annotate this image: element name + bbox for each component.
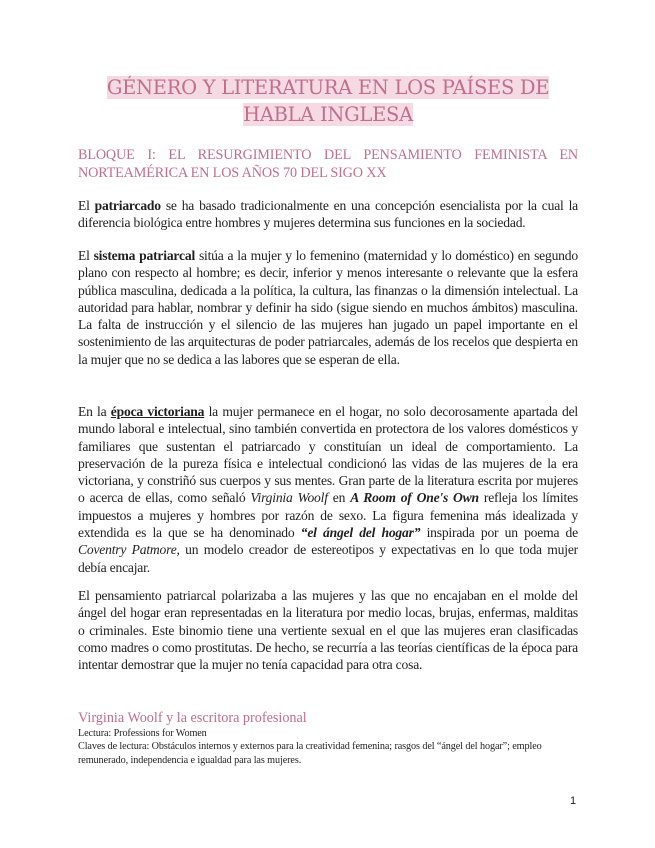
link-epoca-victoriana[interactable]: época victoriana: [110, 404, 205, 419]
paragraph-pensamiento-patriarcal: El pensamiento patriarcal polarizaba a las mujeres y las que no encajaban en el molde del ángel del hogar eran representadas en la literatura por medio locas, brujas, enfermas, malditas o criminales. Este binomio tiene una vertiente sexual en el que las mujeres eran clasificadas como madres o como prostitutas. De hecho, se recurría a las teorías científicas de la época para intentar demostrar que la mujer no tenía capacidad para otra cosa.: [78, 588, 578, 673]
p3-pre: En la: [78, 404, 111, 419]
paragraph-sistema-patriarcal: [78, 247, 578, 368]
document-title: [78, 74, 578, 128]
p1-post: se ha basado tradicionalmente en una concepción esencialista por la cual la diferencia biológica entre hombres y mujeres determina sus funciones en la sociedad.: [78, 198, 578, 231]
p3-text-3: refleja los límites impuestos a mujeres y hombres por razón de sexo. La figura femenina más idealizada y extendida es la que se ha denominado: [78, 490, 579, 541]
title-text: GÉNERO Y LITERATURA EN LOS PAÍSES DE HABLA INGLESA: [106, 76, 550, 126]
page-number: 1: [570, 795, 577, 807]
paragraph-epoca-victoriana: [78, 403, 578, 576]
p3-text-5: , un modelo creador de estereotipos y expectativas en lo que toda mujer debía encajar.: [78, 542, 578, 575]
block-subtitle: BLOQUE I: EL RESURGIMIENTO DEL PENSAMIENTO FEMINISTA EN NORTEAMÉRICA EN LOS AÑOS 70 DEL SIGO XX: [78, 147, 578, 181]
p3-text-1: la mujer permanece en el hogar, no solo decorosamente apartada del mundo laboral e intelectual, sino también convertida en protectora de los valores domésticos y familiares que sustentan el patriarcado y constituían un ideal de comportamiento. La preservación de la pureza física e intelectual condicionó las vidas de las mujeres de la era victoriana, y constriñó sus cuerpos y sus mentes. Gran parte de la literatura escrita por mujeres o acerca de ellas, como señaló: [78, 404, 578, 506]
p3-text-2: en: [327, 490, 351, 506]
author-virginia-woolf: Virginia Woolf: [250, 490, 328, 506]
term-sistema-patriarcal: sistema patriarcal: [93, 248, 196, 263]
p1-pre: El: [78, 198, 95, 213]
p3-text-4: inspirada por un poema de: [420, 525, 578, 541]
reading-line: Lectura: Professions for Women: [78, 728, 207, 739]
book-title: A Room of One's Own: [350, 490, 479, 506]
term-angel-del-hogar: “el ángel del hogar”: [300, 525, 421, 541]
section-heading: Virginia Woolf y la escritora profesional: [78, 710, 307, 726]
p2-post: sitúa a la mujer y lo femenino (maternidad y lo doméstico) en segundo plano con respecto al hombre; es decir, inferior y menos interesante o relevante que la esfera pública masculina, dedicada a la política, la cultura, las finanzas o la dimensión intelectual. La autoridad para hablar, nombrar y definir ha sido (sigue siendo en muchos ámbitos) masculina. La falta de instrucción y el silencio de las mujeres han jugado un papel importante en el sostenimiento de las arquitecturas de poder patriarcales, además de los recelos que despierta en la mujer que no se dedica a las labores que se esperan de ella.: [78, 248, 578, 367]
paragraph-patriarcado: [78, 197, 578, 232]
term-patriarcado: patriarcado: [94, 198, 161, 213]
poet-coventry-patmore: Coventry Patmore: [78, 542, 177, 558]
p2-pre: El: [78, 248, 94, 263]
reading-keys: Claves de lectura: Obstáculos internos y externos para la creatividad femenina; rasgos del “ángel del hogar”; empleo remunerado, independencia e igualdad para las mujeres.: [78, 741, 542, 766]
